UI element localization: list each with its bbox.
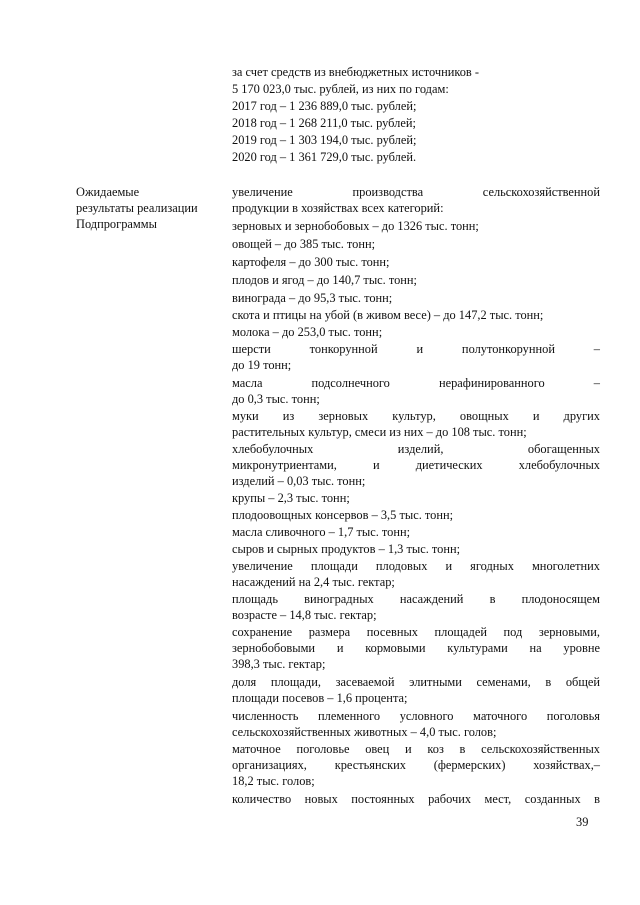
- results-line: сохранение размера посевных площадей под зерновыми,: [232, 625, 600, 639]
- results-line: скота и птицы на убой (в живом весе) – до 147,2 тыс. тонн;: [232, 308, 544, 322]
- results-line: продукции в хозяйствах всех категорий:: [232, 201, 444, 215]
- section-label-line: Подпрограммы: [76, 217, 157, 231]
- funding-line: 2017 год – 1 236 889,0 тыс. рублей;: [232, 99, 417, 113]
- results-line: овощей – до 385 тыс. тонн;: [232, 237, 376, 251]
- results-line: увеличение площади плодовых и ягодных многолетних: [232, 559, 600, 573]
- results-line: организациях, крестьянских (фермерских) хозяйствах,–: [232, 758, 600, 772]
- funding-line: за счет средств из внебюджетных источников -: [232, 65, 479, 79]
- funding-line: 5 170 023,0 тыс. рублей, из них по годам:: [232, 82, 449, 96]
- results-line: масла подсолнечного нерафинированного –: [232, 376, 600, 390]
- section-label-line: результаты реализации: [76, 201, 198, 215]
- results-line: микронутриентами, и диетических хлебобулочных: [232, 458, 600, 472]
- page-number: 39: [576, 815, 589, 829]
- results-line: 18,2 тыс. голов;: [232, 774, 315, 788]
- results-line: возрасте – 14,8 тыс. гектар;: [232, 608, 377, 622]
- results-line: винограда – до 95,3 тыс. тонн;: [232, 291, 393, 305]
- results-line: плодоовощных консервов – 3,5 тыс. тонн;: [232, 508, 454, 522]
- results-line: увеличение производства сельскохозяйственной: [232, 185, 600, 199]
- results-line: площадь виноградных насаждений в плодоносящем: [232, 592, 600, 606]
- results-line: растительных культур, смеси из них – до 108 тыс. тонн;: [232, 425, 527, 439]
- results-line: сельскохозяйственных животных – 4,0 тыс. голов;: [232, 725, 497, 739]
- results-line: изделий – 0,03 тыс. тонн;: [232, 474, 366, 488]
- results-line: 398,3 тыс. гектар;: [232, 657, 326, 671]
- results-line: хлебобулочных изделий, обогащенных: [232, 442, 600, 456]
- results-line: количество новых постоянных рабочих мест, созданных в: [232, 792, 600, 806]
- results-line: картофеля – до 300 тыс. тонн;: [232, 255, 390, 269]
- results-line: маточное поголовье овец и коз в сельскохозяйственных: [232, 742, 600, 756]
- results-line: крупы – 2,3 тыс. тонн;: [232, 491, 350, 505]
- results-line: до 0,3 тыс. тонн;: [232, 392, 320, 406]
- funding-line: 2018 год – 1 268 211,0 тыс. рублей;: [232, 116, 416, 130]
- results-line: молока – до 253,0 тыс. тонн;: [232, 325, 383, 339]
- results-line: доля площади, засеваемой элитными семенами, в общей: [232, 675, 600, 689]
- results-line: численность племенного условного маточного поголовья: [232, 709, 600, 723]
- results-line: сыров и сырных продуктов – 1,3 тыс. тонн;: [232, 542, 461, 556]
- results-line: масла сливочного – 1,7 тыс. тонн;: [232, 525, 411, 539]
- results-line: муки из зерновых культур, овощных и других: [232, 409, 600, 423]
- results-line: до 19 тонн;: [232, 358, 292, 372]
- results-line: зернобобовыми и кормовыми культурами на уровне: [232, 641, 600, 655]
- section-label-line: Ожидаемые: [76, 185, 140, 199]
- results-line: шерсти тонкорунной и полутонкорунной –: [232, 342, 600, 356]
- results-line: площади посевов – 1,6 процента;: [232, 691, 408, 705]
- results-line: плодов и ягод – до 140,7 тыс. тонн;: [232, 273, 417, 287]
- funding-line: 2019 год – 1 303 194,0 тыс. рублей;: [232, 133, 417, 147]
- funding-line: 2020 год – 1 361 729,0 тыс. рублей.: [232, 150, 417, 164]
- results-line: зерновых и зернобобовых – до 1326 тыс. тонн;: [232, 219, 479, 233]
- results-line: насаждений на 2,4 тыс. гектар;: [232, 575, 395, 589]
